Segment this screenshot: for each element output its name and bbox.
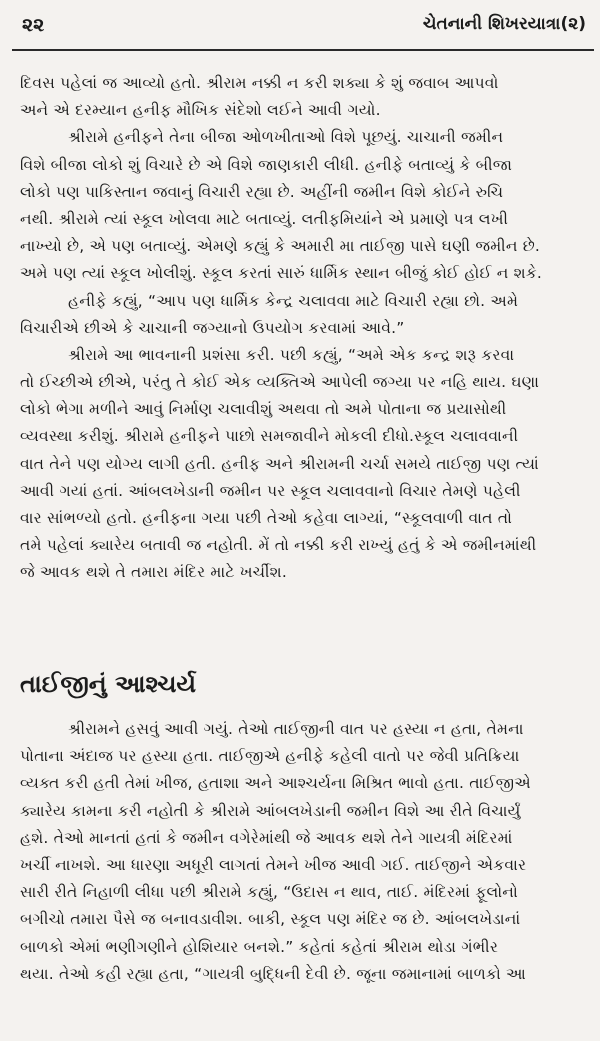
text-line: હશે. તેઓ માનતાં હતાં કે જમીન વગેરેમાંથી જે આવક થશે તેને ગાયત્રી મંદિરમાં: [20, 828, 513, 847]
text-line: વાર સાંભળ્યો હતો. હનીફના ગયા પછી તેઓ કહેવા લાગ્યાં, “સ્કૂલવાળી વાત તો: [20, 509, 513, 527]
text-line: નાખ્યો છે, એ પણ બતાવ્યું. એમણે કહ્યું કે અમારી મા તાઈજી પાસે ઘણી જમીન છે.: [20, 237, 540, 256]
text-line: વિશે બીજા લોકો શું વિચારે છે એ વિશે જાણકારી લીધી. હનીફે બતાવ્યું કે બીજા: [20, 155, 513, 174]
page-number: ૨૨: [22, 14, 45, 36]
text-line: દિવસ પહેલાં જ આવ્યો હતો. શ્રીરામ નક્કી ન કરી શક્યા કે શું જવાબ આપવો: [20, 74, 499, 92]
text-line: ખર્ચી નાખશે. આ ધારણા અધૂરી લાગતાં તેમને ખીજ આવી ગઈ. તાઈજીને એકવાર: [20, 855, 527, 874]
text-line: વિચારીએ છીએ કે ચાચાની જગ્યાનો ઉપયોગ કરવામાં આવે.”: [20, 318, 405, 337]
section-heading: તાઈજીનું આશ્ચર્ય: [20, 670, 197, 698]
text-line: વાત તેને પણ યોગ્ય લાગી હતી. હનીફ અને શ્રીરામની ચર્ચા સમયે તાઈજી પણ ત્યાં: [20, 454, 539, 473]
text-line: વ્યક્ત કરી હતી તેમાં ખીજ, હતાશા અને આશ્ચર્યના મિશ્રિત ભાવો હતા. તાઈજીએ: [20, 774, 531, 793]
text-line: તો ઈચ્છીએ છીએ, પરંતુ તે કોઈ એક વ્યક્તિએ આપેલી જગ્યા પર નહિ થાય. ઘણા: [20, 373, 540, 392]
text-line: નથી. શ્રીરામે ત્યાં સ્કૂલ ખોલવા માટે બતાવ્યું. લતીફમિયાંને એ પ્રમાણે પત્ર લખી: [20, 209, 509, 228]
text-line: શ્રીરામને હસવું આવી ગયું. તેઓ તાઈજીની વાત પર હસ્યા ન હતા, તેમના: [68, 720, 524, 738]
body-text-after-heading: [20, 716, 588, 988]
text-line: બગીચો તમારા પૈસે જ બનાવડાવીશ. બાકી, સ્કૂલ પણ મંદિર જ છે. આંબલખેડાનાં: [20, 910, 521, 929]
text-line: બાળકો એમાં ભણીગણીને હોશિયાર બનશે.” કહેતાં કહેતાં શ્રીરામ થોડા ગંભીર: [20, 937, 499, 956]
text-line: અને એ દરમ્યાન હનીફ મૌખિક સંદેશો લઈને આવી ગયો.: [20, 101, 381, 120]
text-line: જે આવક થશે તે તમારા મંદિર માટે ખર્ચીશ.: [20, 563, 287, 582]
running-title: ચેતનાની શિખરયાત્રા(૨): [422, 14, 586, 34]
text-line: સારી રીતે નિહાળી લીધા પછી શ્રીરામે કહ્યું, “ઉદાસ ન થાવ, તાઈ. મંદિરમાં ફૂલોનો: [20, 883, 518, 902]
text-line: લોકો ભેગા મળીને આવું નિર્માણ ચલાવીશું અથવા તો અમે પોતાના જ પ્રયાસોથી: [20, 400, 507, 419]
text-line: હનીફે કહ્યું, “આપ પણ ધાર્મિક કેન્દ્ર ચલાવવા માટે વિચારી રહ્યા છો. અમે: [68, 291, 519, 310]
body-text-before-heading: [20, 70, 588, 587]
text-line: અમે પણ ત્યાં સ્કૂલ ખોલીશું. સ્કૂલ કરતાં સારું ધાર્મિક સ્થાન બીજું કોઈ હોઈ ન શકે.: [20, 264, 543, 283]
text-line: વ્યવસ્થા કરીશું. શ્રીરામે હનીફને પાછો સમજાવીને મોકલી દીધો.સ્કૂલ ચલાવવાની: [20, 427, 519, 446]
text-line: પોતાના અંદાજ પર હસ્યા હતા. તાઈજીએ હનીફે કહેલી વાતો પર જેવી પ્રતિક્રિયા: [20, 747, 520, 766]
text-line: તમે પહેલાં ક્યારેય બતાવી જ નહોતી. મેં તો નક્કી કરી રાખ્યું હતું કે એ જમીનમાંથી: [20, 536, 537, 555]
page-header: [0, 0, 600, 48]
text-line: આવી ગયાં હતાં. આંબલખેડાની જમીન પર સ્કૂલ ચલાવવાનો વિચાર તેમણે પહેલી: [20, 481, 521, 500]
text-line: શ્રીરામે હનીફને તેના બીજા ઓળખીતાઓ વિશે પૂછયું. ચાચાની જમીન: [68, 128, 504, 147]
text-line: થયા. તેઓ કહી રહ્યા હતા, “ગાયત્રી બુદ્ધિની દેવી છે. જૂના જમાનામાં બાળકો આ: [20, 964, 526, 983]
text-line: લોકો પણ પાકિસ્તાન જવાનું વિચારી રહ્યા છે. અહીંની જમીન વિશે કોઈને રુચિ: [20, 182, 504, 201]
text-line: ક્યારેય કામના કરી નહોતી કે શ્રીરામે આંબલખેડાની જમીન વિશે આ રીતે વિચાર્યું: [20, 801, 521, 820]
header-divider: [12, 49, 594, 51]
text-line: શ્રીરામે આ ભાવનાની પ્રશંસા કરી. પછી કહ્યું, “અમે એક કન્દ્ર શરૂ કરવા: [68, 345, 515, 364]
